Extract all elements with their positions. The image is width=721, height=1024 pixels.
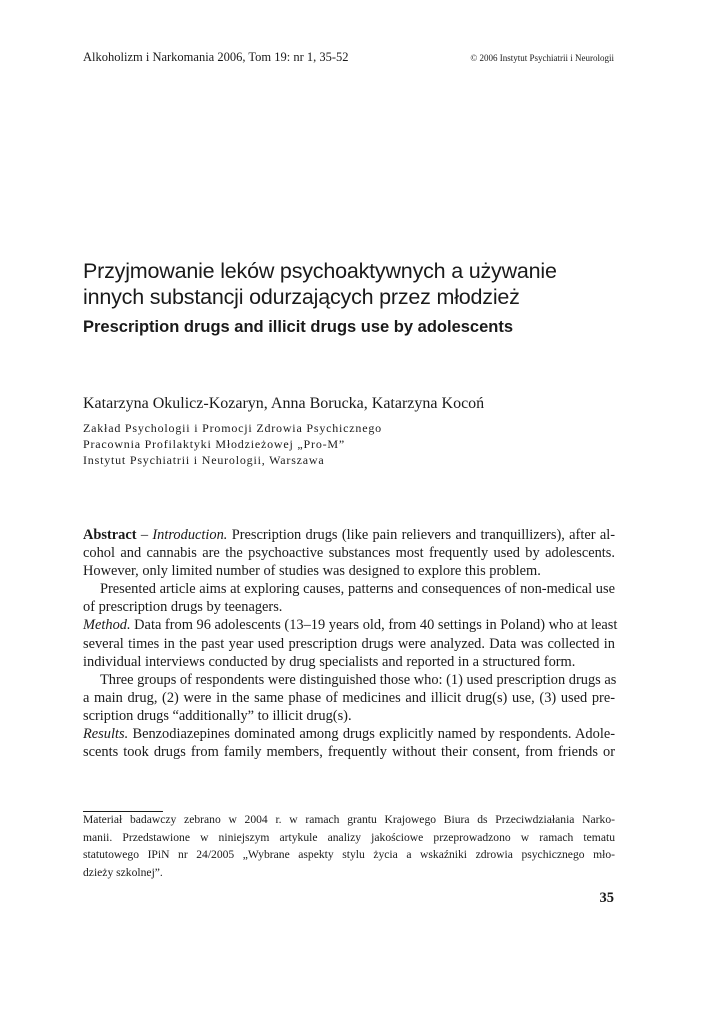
abstract [83, 526, 618, 761]
abstract-line: scents took drugs from family members, frequently without their consent, from friends or [83, 744, 615, 761]
abstract-line: individual interviews conducted by drug specialists and reported in a structured form. [83, 653, 576, 670]
footnote-line: manii. Przedstawione w niniejszym artykule analizy jakościowe przeprowadzono w ramach tematu [83, 830, 615, 844]
title-pl-line: Przyjmowanie leków psychoaktywnych a używanie [83, 259, 557, 283]
article-title-english: Prescription drugs and illicit drugs use by adolescents [83, 318, 514, 336]
footnote-line: dzieży szkolnej”. [83, 865, 163, 879]
footnote-line: statutowego IPiN nr 24/2005 „Wybrane aspekty stylu życia a wskaźniki zdrowia psychicznego mło- [83, 848, 615, 861]
copyright-notice: © 2006 Instytut Psychiatrii i Neurologii [470, 53, 614, 63]
introduction-label: Introduction. [152, 527, 228, 543]
journal-citation: Alkoholizm i Narkomania 2006, Tom 19: nr 1, 35-52 [83, 50, 349, 64]
abstract-text: Prescription drugs (like pain relievers and tranquillizers), after al- [227, 527, 615, 543]
abstract-line [83, 616, 618, 634]
results-label: Results. [83, 726, 129, 743]
abstract-text: Benzodiazepines dominated among drugs explicitly named by respondents. Adole- [128, 726, 615, 743]
abstract-line [83, 526, 615, 544]
footnote-line: Materiał badawczy zebrano w 2004 r. w ramach grantu Krajowego Biura ds Przeciwdziałania Narko- [83, 813, 615, 826]
abstract-line: of prescription drugs by teenagers. [83, 599, 283, 616]
affiliation-line: Instytut Psychiatrii i Neurologii, Warszawa [83, 453, 325, 467]
affiliation-line: Pracownia Profilaktyki Młodzieżowej „Pro-M” [83, 437, 346, 451]
footnote [83, 811, 615, 881]
abstract-line: Presented article aims at exploring causes, patterns and consequences of non-medical use [100, 581, 615, 598]
affiliations [83, 420, 382, 468]
abstract-line: several times in the past year used prescription drugs were analyzed. Data was collected in [83, 635, 615, 652]
abstract-line: a main drug, (2) were in the same phase of medicines and illicit drug(s) use, (3) used pre- [83, 689, 615, 706]
abstract-label: Abstract [83, 527, 137, 543]
abstract-line: Three groups of respondents were distinguished those who: (1) used prescription drugs as [100, 671, 617, 688]
author-list: Katarzyna Okulicz-Kozaryn, Anna Borucka, Katarzyna Kocoń [83, 395, 485, 412]
abstract-line [83, 725, 615, 743]
abstract-line: scription drugs “additionally” to illicit drug(s). [83, 707, 352, 724]
abstract-dash: – [136, 527, 153, 543]
abstract-text: Data from 96 adolescents (13–19 years old, from 40 settings in Poland) who at least [130, 617, 618, 634]
abstract-line: However, only limited number of studies was designed to explore this problem. [83, 563, 541, 580]
title-pl-line: innych substancji odurzających przez młodzież [83, 285, 520, 309]
method-label: Method. [83, 617, 131, 634]
page-number: 35 [599, 890, 614, 906]
affiliation-line: Zakład Psychologii i Promocji Zdrowia Psychicznego [83, 421, 382, 435]
abstract-line: cohol and cannabis are the psychoactive substances most frequently used by adolescents. [83, 545, 615, 562]
article-title-polish [83, 258, 643, 310]
